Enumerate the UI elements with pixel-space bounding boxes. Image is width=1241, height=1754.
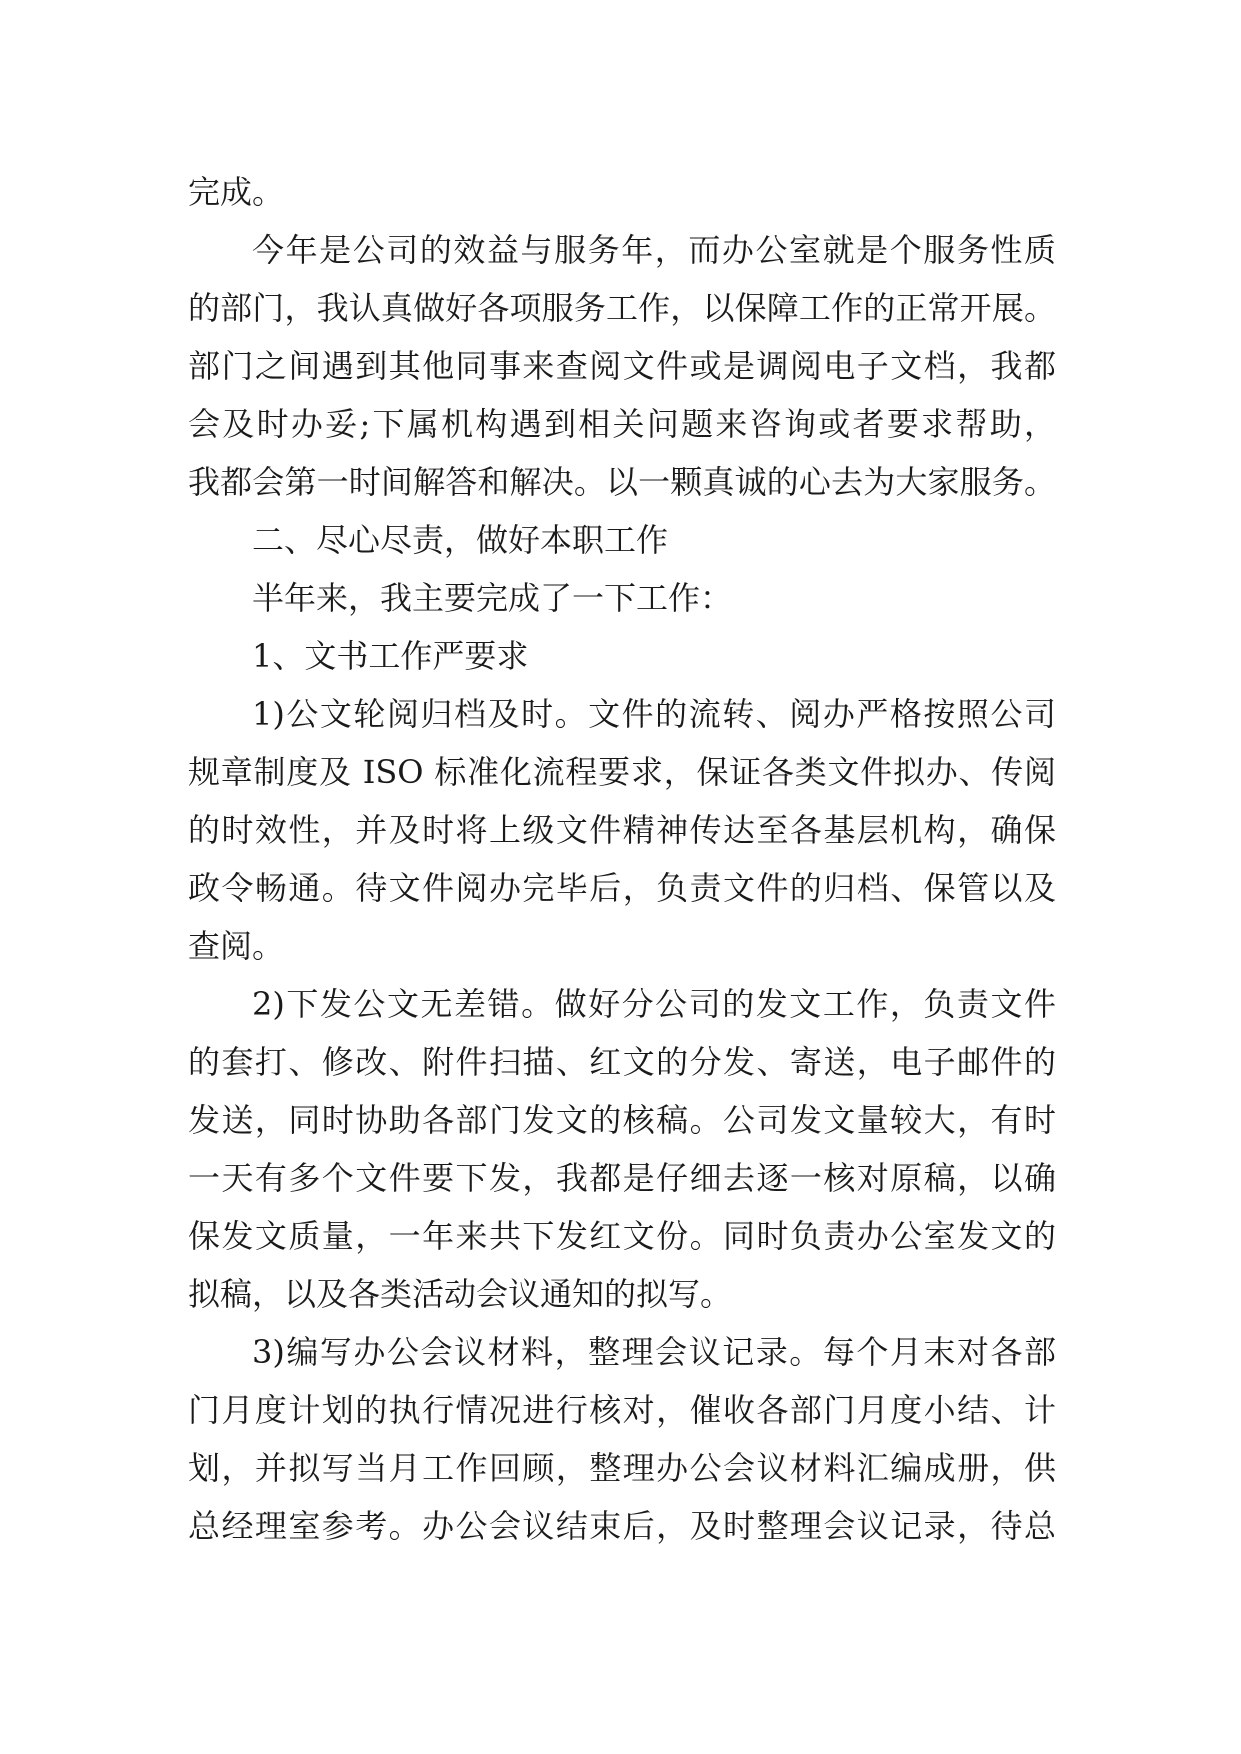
text-line: 的套打、修改、附件扫描、红文的分发、寄送，电子邮件的 [188, 1043, 1056, 1081]
text-line: 一天有多个文件要下发，我都是仔细去逐一核对原稿，以确 [188, 1159, 1056, 1197]
text-line: 政令畅通。待文件阅办完毕后，负责文件的归档、保管以及 [188, 869, 1056, 907]
text-line: 3)编写办公会议材料，整理会议记录。每个月末对各部 [252, 1333, 1056, 1371]
document-body [188, 163, 1056, 1555]
text-line: 保发文质量，一年来共下发红文份。同时负责办公室发文的 [188, 1217, 1056, 1255]
text-line: 查阅。 [188, 927, 285, 965]
text-line: 的时效性，并及时将上级文件精神传达至各基层机构，确保 [188, 811, 1056, 849]
subsection-heading: 1、文书工作严要求 [252, 637, 529, 675]
text-line: 我都会第一时间解答和解决。以一颗真诚的心去为大家服务。 [188, 463, 1056, 501]
text-line: 部门之间遇到其他同事来查阅文件或是调阅电子文档，我都 [188, 347, 1056, 385]
text-line: 总经理室参考。办公会议结束后，及时整理会议记录，待总 [188, 1507, 1056, 1545]
text-line: 完成。 [188, 173, 285, 211]
text-line: 划，并拟写当月工作回顾，整理办公会议材料汇编成册，供 [188, 1449, 1056, 1487]
text-line: 今年是公司的效益与服务年，而办公室就是个服务性质 [252, 231, 1056, 269]
text-line: 门月度计划的执行情况进行核对，催收各部门月度小结、计 [188, 1391, 1056, 1429]
text-line: 会及时办妥;下属机构遇到相关问题来咨询或者要求帮助， [188, 405, 1056, 443]
text-line: 1)公文轮阅归档及时。文件的流转、阅办严格按照公司 [252, 695, 1056, 733]
text-line: 的部门，我认真做好各项服务工作，以保障工作的正常开展。 [188, 289, 1056, 327]
text-line: 规章制度及 ISO 标准化流程要求，保证各类文件拟办、传阅 [188, 753, 1056, 791]
text-line: 拟稿，以及各类活动会议通知的拟写。 [188, 1275, 733, 1313]
text-line: 半年来，我主要完成了一下工作： [252, 579, 733, 617]
text-line: 发送，同时协助各部门发文的核稿。公司发文量较大，有时 [188, 1101, 1056, 1139]
section-heading: 二、尽心尽责，做好本职工作 [252, 521, 669, 559]
text-line: 2)下发公文无差错。做好分公司的发文工作，负责文件 [252, 985, 1056, 1023]
